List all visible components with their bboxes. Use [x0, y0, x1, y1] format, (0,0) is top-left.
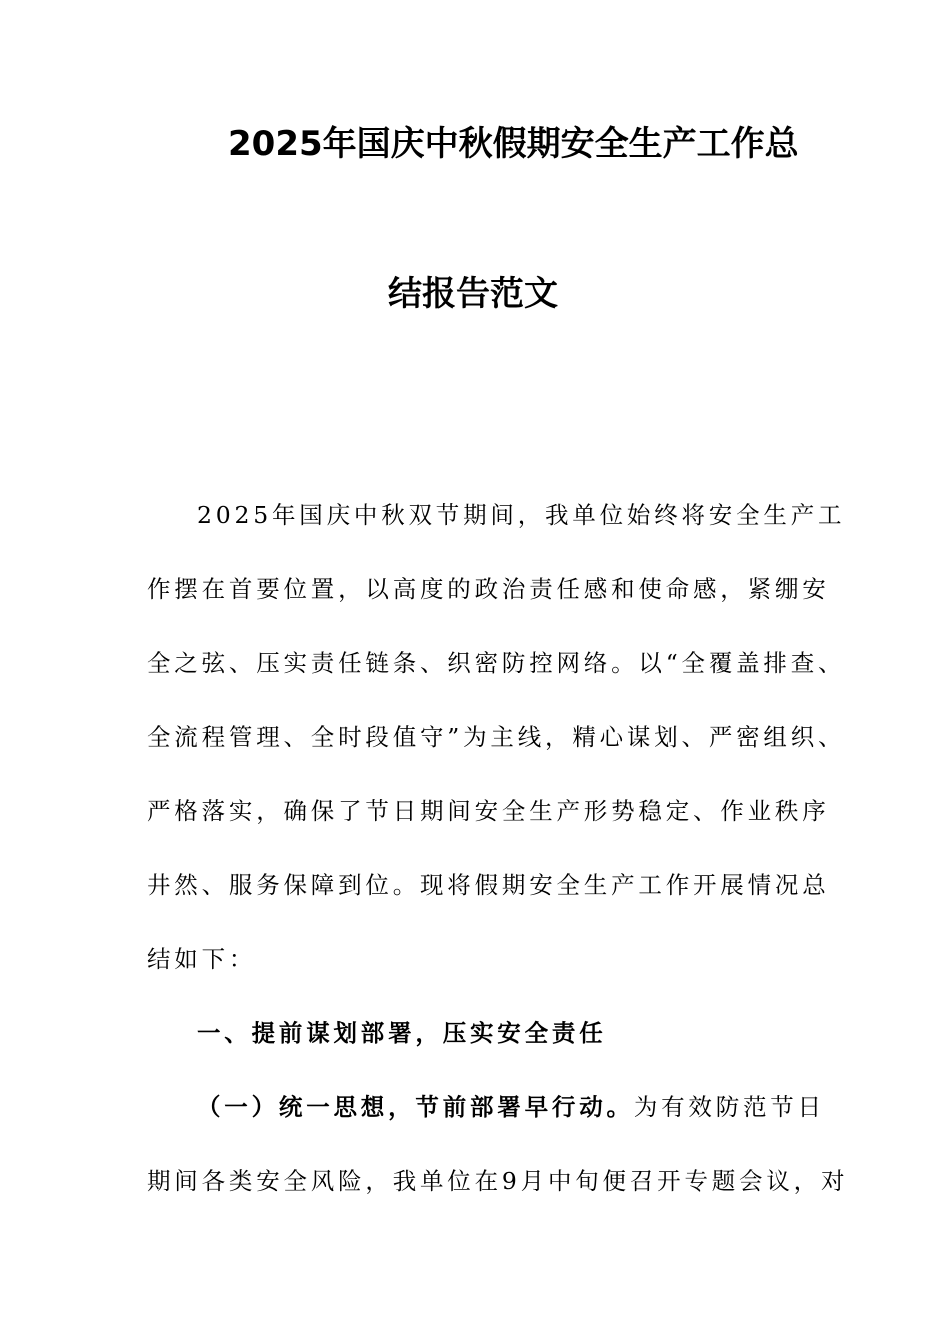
section-heading-1: 一、提前谋划部署，压实安全责任	[197, 1019, 607, 1047]
intro-line-5: 严格落实，确保了节日期间安全生产形势稳定、作业秩序	[147, 797, 830, 825]
subsection-1-line-1	[147, 1070, 825, 1144]
document-body	[147, 478, 849, 1218]
intro-line-4: 全流程管理、全时段值守”为主线，精心谋划、严密组织、	[147, 723, 846, 751]
subsection-1-line-1-text: 为有效防范节日	[633, 1093, 825, 1121]
intro-line-7: 结如下：	[147, 945, 257, 973]
subsection-1-label: （一）统一思想，节前部署早行动。	[197, 1093, 634, 1121]
document-title-line-1: 2025年国庆中秋假期安全生产工作总	[228, 124, 799, 164]
intro-line-6: 井然、服务保障到位。现将假期安全生产工作开展情况总	[147, 871, 830, 899]
intro-line-3: 全之弦、压实责任链条、织密防控网络。以“全覆盖排查、	[147, 649, 846, 677]
intro-line-2: 作摆在首要位置，以高度的政治责任感和使命感，紧绷安	[147, 575, 830, 603]
subsection-1-line-2: 期间各类安全风险，我单位在9月中旬便召开专题会议，对	[147, 1167, 849, 1195]
intro-line-1: 2025年国庆中秋双节期间，我单位始终将安全生产工	[197, 501, 846, 529]
document-title-line-2: 结报告范文	[388, 274, 558, 314]
